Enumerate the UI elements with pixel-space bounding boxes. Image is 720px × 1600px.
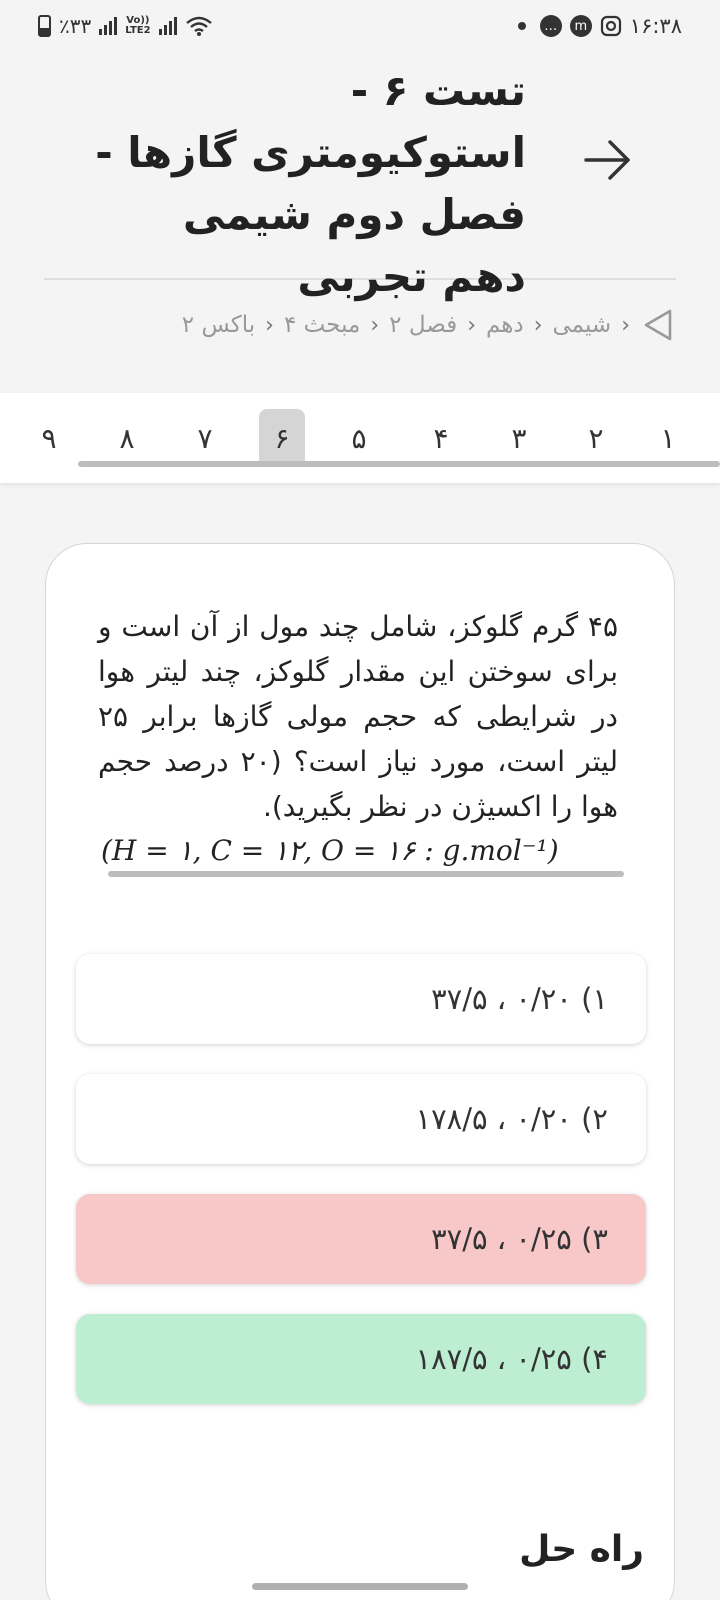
option-2[interactable] (76, 1074, 646, 1164)
battery-icon (38, 15, 51, 37)
question-text: ۴۵ گرم گلوکز، شامل چند مول از آن است و برای سوختن این مقدار گلوکز، چند لیتر هوا در شرایطی که حجم مولی گازها برابر ۲۵ لیتر است، مورد نیاز است؟ (۲۰ درصد حجم هوا را اکسیژن در نظر بگیرید). (98, 610, 619, 823)
home-indicator[interactable] (252, 1583, 468, 1590)
breadcrumb-item[interactable]: شیمی (552, 312, 612, 338)
lte-label: Vo)) LTE2 (125, 15, 151, 36)
chevron-left-icon: ‹ (370, 312, 380, 338)
option-label: ۳) ۰/۲۵ ، ۳۷/۵ (431, 1222, 608, 1256)
page-header (44, 60, 676, 301)
question-card (45, 543, 675, 1600)
play-icon[interactable] (640, 307, 676, 343)
chat-icon: … (540, 15, 562, 37)
solution-heading: راه حل (519, 1529, 644, 1570)
tab-question-9[interactable]: ۹ (41, 421, 57, 455)
tabs-scrollbar[interactable] (78, 461, 720, 467)
option-label: ۱) ۰/۲۰ ، ۳۷/۵ (431, 982, 608, 1016)
option-label: ۴) ۰/۲۵ ، ۱۸۷/۵ (415, 1342, 608, 1376)
battery-level: ٪۳۳ (59, 14, 92, 38)
question-formula: (H = ۱, C = ۱۲, O = ۱۶ : g.mol⁻¹) (101, 834, 559, 867)
option-1[interactable] (76, 954, 646, 1044)
question-number-tabs (0, 393, 720, 483)
option-3-wrong[interactable] (76, 1194, 646, 1284)
clock: ۱۶:۳۸ (629, 14, 682, 38)
tab-question-5[interactable]: ۵ (351, 421, 367, 455)
breadcrumb-item[interactable]: مبحث ۴ (283, 312, 361, 338)
breadcrumb-item[interactable]: فصل ۲ (389, 312, 458, 338)
tab-question-8[interactable]: ۸ (119, 421, 135, 455)
chevron-left-icon: ‹ (621, 312, 630, 338)
status-bar-right (518, 14, 682, 38)
formula-scrollbar[interactable] (108, 871, 624, 877)
arrow-right-icon[interactable] (580, 132, 636, 188)
signal-icon-2 (159, 17, 177, 35)
notification-dot-icon (518, 22, 526, 30)
instagram-icon (600, 15, 622, 37)
chevron-left-icon: ‹ (533, 312, 543, 338)
chevron-left-icon: ‹ (265, 312, 274, 338)
page-title: تست ۶ - استوکیومتری گازها - فصل دوم شیمی دهم تجربی (95, 66, 526, 301)
tab-question-6[interactable]: ۶ (259, 409, 305, 467)
option-label: ۲) ۰/۲۰ ، ۱۷۸/۵ (415, 1102, 608, 1136)
signal-icon (99, 17, 117, 35)
tab-question-4[interactable]: ۴ (433, 421, 449, 455)
m-app-icon: m (570, 15, 592, 37)
breadcrumb-item[interactable]: دهم (486, 312, 524, 338)
breadcrumb-item[interactable]: باکس ۲ (181, 312, 256, 338)
option-4-correct[interactable] (76, 1314, 646, 1404)
tab-question-1[interactable]: ۱ (660, 421, 676, 455)
status-bar-left (38, 14, 213, 38)
tab-question-7[interactable]: ۷ (197, 421, 213, 455)
tab-question-2[interactable]: ۲ (588, 421, 604, 455)
status-bar (0, 0, 720, 52)
breadcrumb (44, 300, 676, 350)
chevron-left-icon: ‹ (467, 312, 476, 338)
wifi-icon (185, 15, 213, 37)
tab-question-3[interactable]: ۳ (511, 421, 527, 455)
